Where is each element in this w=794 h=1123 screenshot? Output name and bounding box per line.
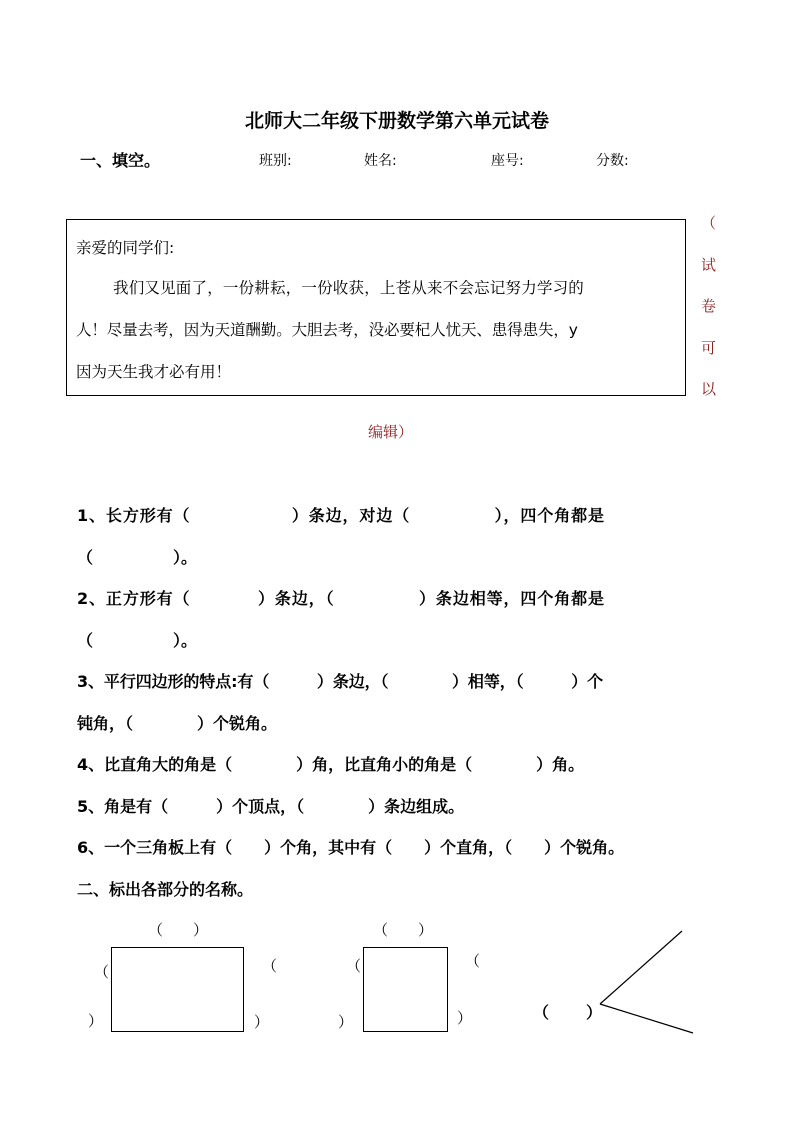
question-3-line-2: 钝角，（ ）个锐角。 [77, 714, 278, 733]
angle-vertex-close: ） [586, 1003, 603, 1022]
square-right-open: （ [465, 952, 481, 970]
note-char: 可 [701, 339, 717, 357]
seat-label: 座号: [491, 153, 524, 169]
class-label: 班别: [259, 153, 292, 169]
score-label: 分数: [596, 153, 629, 169]
section-label-parts-heading: 二、标出各部分的名称。 [77, 880, 254, 899]
question-2-line-2: （ ）。 [77, 631, 198, 650]
square-right-close: ） [457, 1009, 473, 1027]
rectangle-left-close: ） [88, 1012, 104, 1030]
question-3-line-1: 3、平行四边形的特点:有（ ）条边，（ ）相等，（ ）个 [77, 672, 604, 691]
square-left-close: ） [338, 1013, 354, 1031]
question-4: 4、比直角大的角是（ ）角，比直角小的角是（ ）角。 [77, 755, 585, 774]
square-left-open: （ [346, 957, 362, 975]
note-char: （ [701, 214, 717, 232]
greeting-salutation: 亲爱的同学们: [76, 239, 175, 257]
square-top-blank: （ ） [373, 921, 434, 939]
note-char: 试 [701, 256, 717, 274]
section-fill-blank-heading: 一、填空。 [80, 151, 161, 170]
greeting-line-3: 因为天生我才必有用！ [76, 363, 232, 381]
page-title: 北师大二年级下册数学第六单元试卷 [244, 110, 549, 132]
greeting-line-1: 我们又见面了，一份耕耘，一份收获，上苍从来不会忘记努力学习的 [113, 279, 585, 297]
question-1-line-2: （ ）。 [77, 548, 198, 567]
rectangle-left-open: （ [94, 963, 110, 981]
angle-vertex-open: （ [533, 1003, 550, 1022]
note-char: 卷 [701, 297, 717, 315]
note-tail: 编辑） [368, 423, 414, 441]
greeting-line-2: 人！尽量去考，因为天道酬勤。大胆去考，没必要杞人忧天、患得患失，y [76, 321, 578, 339]
rectangle-top-blank: （ ） [148, 921, 209, 939]
question-5: 5、角是有（ ）个顶点，（ ）条边组成。 [77, 797, 465, 816]
rectangle-right-close: ） [254, 1013, 270, 1031]
question-1-line-1: 1、长方形有（ ）条边，对边（ ），四个角都是 [77, 506, 605, 525]
question-2-line-1: 2、正方形有（ ）条边，（ ）条边相等，四个角都是 [77, 589, 605, 608]
name-label: 姓名: [364, 153, 397, 169]
question-6: 6、一个三角板上有（ ）个角，其中有（ ）个直角，（ ）个锐角。 [77, 838, 625, 857]
rectangle-right-open: （ [262, 957, 278, 975]
note-char: 以 [701, 380, 717, 398]
